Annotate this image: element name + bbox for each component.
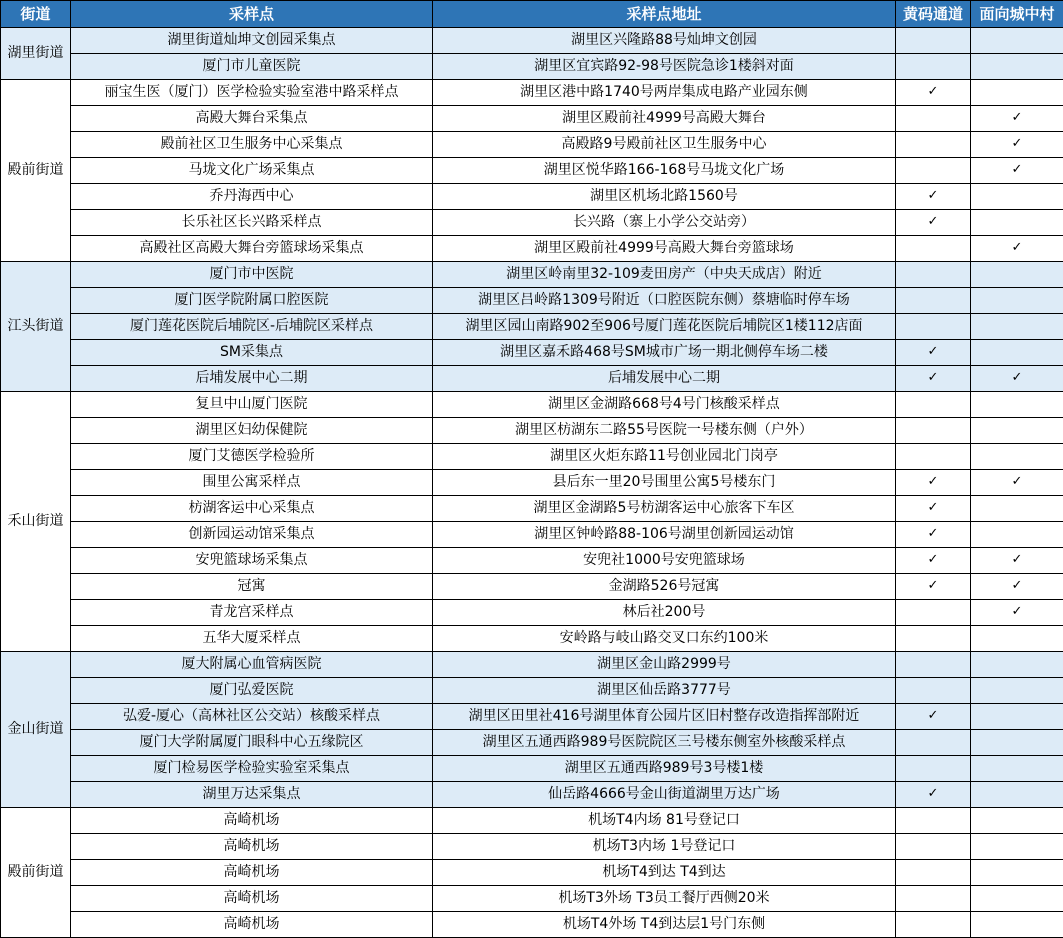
yellow-channel-cell bbox=[896, 288, 971, 314]
yellow-channel-cell bbox=[896, 106, 971, 132]
urban-village-cell bbox=[971, 574, 1063, 600]
yellow-channel-cell bbox=[896, 236, 971, 262]
address-cell: 湖里区田里社416号湖里体育公园片区旧村整存改造指挥部附近 bbox=[433, 704, 896, 730]
yellow-channel-cell bbox=[896, 912, 971, 938]
urban-village-cell bbox=[971, 262, 1063, 288]
yellow-channel-cell bbox=[896, 392, 971, 418]
urban-village-cell bbox=[971, 522, 1063, 548]
checkmark-icon: ✓ bbox=[928, 708, 939, 723]
yellow-channel-cell bbox=[896, 834, 971, 860]
table-row bbox=[1, 678, 1063, 704]
site-cell: 创新园运动馆采集点 bbox=[71, 522, 433, 548]
site-cell: 后埔发展中心二期 bbox=[71, 366, 433, 392]
site-cell: 湖里区妇幼保健院 bbox=[71, 418, 433, 444]
checkmark-icon: ✓ bbox=[1012, 162, 1023, 177]
address-cell: 湖里区金山路2999号 bbox=[433, 652, 896, 678]
table-row bbox=[1, 288, 1063, 314]
yellow-channel-cell bbox=[896, 522, 971, 548]
table-row bbox=[1, 184, 1063, 210]
site-cell: 长乐社区长兴路采样点 bbox=[71, 210, 433, 236]
address-cell: 金湖路526号冠寓 bbox=[433, 574, 896, 600]
table-row bbox=[1, 106, 1063, 132]
urban-village-cell bbox=[971, 236, 1063, 262]
urban-village-cell bbox=[971, 548, 1063, 574]
table-row bbox=[1, 912, 1063, 938]
yellow-channel-cell bbox=[896, 262, 971, 288]
site-cell: 厦大附属心血管病医院 bbox=[71, 652, 433, 678]
yellow-channel-cell bbox=[896, 366, 971, 392]
site-cell: 厦门艾德医学检验所 bbox=[71, 444, 433, 470]
checkmark-icon: ✓ bbox=[928, 578, 939, 593]
table-row bbox=[1, 236, 1063, 262]
yellow-channel-cell bbox=[896, 418, 971, 444]
yellow-channel-cell bbox=[896, 210, 971, 236]
address-cell: 安岭路与岐山路交叉口东约100米 bbox=[433, 626, 896, 652]
yellow-channel-cell bbox=[896, 548, 971, 574]
site-cell: 湖里万达采集点 bbox=[71, 782, 433, 808]
yellow-channel-cell bbox=[896, 808, 971, 834]
yellow-channel-cell bbox=[896, 626, 971, 652]
site-cell: 安兜篮球场采集点 bbox=[71, 548, 433, 574]
site-cell: 复旦中山厦门医院 bbox=[71, 392, 433, 418]
address-cell: 湖里区仙岳路3777号 bbox=[433, 678, 896, 704]
urban-village-cell bbox=[971, 470, 1063, 496]
address-cell: 高殿路9号殿前社区卫生服务中心 bbox=[433, 132, 896, 158]
site-cell: 厦门弘爱医院 bbox=[71, 678, 433, 704]
header-yellow-channel: 黄码通道 bbox=[896, 1, 971, 28]
site-cell: 厦门医学院附属口腔医院 bbox=[71, 288, 433, 314]
yellow-channel-cell bbox=[896, 574, 971, 600]
site-cell: 丽宝生医（厦门）医学检验实验室港中路采样点 bbox=[71, 80, 433, 106]
address-cell: 后埔发展中心二期 bbox=[433, 366, 896, 392]
urban-village-cell bbox=[971, 756, 1063, 782]
table-row bbox=[1, 626, 1063, 652]
yellow-channel-cell bbox=[896, 704, 971, 730]
header-street: 街道 bbox=[1, 1, 71, 28]
table-body bbox=[1, 28, 1063, 938]
address-cell: 湖里区岭南里32-109麦田房产（中央天成店）附近 bbox=[433, 262, 896, 288]
checkmark-icon: ✓ bbox=[928, 214, 939, 229]
urban-village-cell bbox=[971, 28, 1063, 54]
urban-village-cell bbox=[971, 314, 1063, 340]
table-row bbox=[1, 834, 1063, 860]
yellow-channel-cell bbox=[896, 782, 971, 808]
street-cell: 江头街道 bbox=[1, 262, 71, 392]
urban-village-cell bbox=[971, 54, 1063, 80]
site-cell: 乔丹海西中心 bbox=[71, 184, 433, 210]
yellow-channel-cell bbox=[896, 730, 971, 756]
table-row bbox=[1, 704, 1063, 730]
address-cell: 湖里区吕岭路1309号附近（口腔医院东侧）蔡塘临时停车场 bbox=[433, 288, 896, 314]
address-cell: 机场T4外场 T4到达层1号门东侧 bbox=[433, 912, 896, 938]
address-cell: 机场T4到达 T4到达 bbox=[433, 860, 896, 886]
table-row bbox=[1, 652, 1063, 678]
address-cell: 湖里区机场北路1560号 bbox=[433, 184, 896, 210]
table-row bbox=[1, 600, 1063, 626]
yellow-channel-cell bbox=[896, 80, 971, 106]
yellow-channel-cell bbox=[896, 600, 971, 626]
site-cell: 殿前社区卫生服务中心采集点 bbox=[71, 132, 433, 158]
address-cell: 湖里区五通西路989号3号楼1楼 bbox=[433, 756, 896, 782]
table-row bbox=[1, 314, 1063, 340]
yellow-channel-cell bbox=[896, 496, 971, 522]
address-cell: 湖里区金湖路668号4号门核酸采样点 bbox=[433, 392, 896, 418]
table-row bbox=[1, 262, 1063, 288]
table-row bbox=[1, 444, 1063, 470]
urban-village-cell bbox=[971, 444, 1063, 470]
site-cell: 湖里街道灿坤文创园采集点 bbox=[71, 28, 433, 54]
urban-village-cell bbox=[971, 626, 1063, 652]
site-cell: 厦门检易医学检验实验室采集点 bbox=[71, 756, 433, 782]
address-cell: 机场T4内场 81号登记口 bbox=[433, 808, 896, 834]
address-cell: 县后东一里20号围里公寓5号楼东门 bbox=[433, 470, 896, 496]
urban-village-cell bbox=[971, 496, 1063, 522]
yellow-channel-cell bbox=[896, 652, 971, 678]
yellow-channel-cell bbox=[896, 886, 971, 912]
address-cell: 湖里区火炬东路11号创业园北门岗亭 bbox=[433, 444, 896, 470]
site-cell: 高崎机场 bbox=[71, 860, 433, 886]
urban-village-cell bbox=[971, 210, 1063, 236]
yellow-channel-cell bbox=[896, 132, 971, 158]
address-cell: 机场T3外场 T3员工餐厅西侧20米 bbox=[433, 886, 896, 912]
address-cell: 湖里区园山南路902至906号厦门莲花医院后埔院区1楼112店面 bbox=[433, 314, 896, 340]
table-row bbox=[1, 132, 1063, 158]
checkmark-icon: ✓ bbox=[928, 500, 939, 515]
table-row bbox=[1, 340, 1063, 366]
urban-village-cell bbox=[971, 704, 1063, 730]
checkmark-icon: ✓ bbox=[1012, 604, 1023, 619]
urban-village-cell bbox=[971, 600, 1063, 626]
site-cell: SM采集点 bbox=[71, 340, 433, 366]
urban-village-cell bbox=[971, 340, 1063, 366]
checkmark-icon: ✓ bbox=[1012, 578, 1023, 593]
urban-village-cell bbox=[971, 860, 1063, 886]
address-cell: 湖里区钟岭路88-106号湖里创新园运动馆 bbox=[433, 522, 896, 548]
site-cell: 高殿社区高殿大舞台旁篮球场采集点 bbox=[71, 236, 433, 262]
table-row bbox=[1, 782, 1063, 808]
table-row bbox=[1, 548, 1063, 574]
yellow-channel-cell bbox=[896, 158, 971, 184]
checkmark-icon: ✓ bbox=[1012, 474, 1023, 489]
urban-village-cell bbox=[971, 158, 1063, 184]
address-cell: 安兜社1000号安兜篮球场 bbox=[433, 548, 896, 574]
yellow-channel-cell bbox=[896, 756, 971, 782]
yellow-channel-cell bbox=[896, 444, 971, 470]
site-cell: 高崎机场 bbox=[71, 886, 433, 912]
site-cell: 厦门大学附属厦门眼科中心五缘院区 bbox=[71, 730, 433, 756]
table-row bbox=[1, 496, 1063, 522]
site-cell: 高崎机场 bbox=[71, 834, 433, 860]
yellow-channel-cell bbox=[896, 470, 971, 496]
street-cell: 湖里街道 bbox=[1, 28, 71, 80]
table-row bbox=[1, 470, 1063, 496]
checkmark-icon: ✓ bbox=[928, 526, 939, 541]
urban-village-cell bbox=[971, 288, 1063, 314]
street-cell: 金山街道 bbox=[1, 652, 71, 808]
yellow-channel-cell bbox=[896, 28, 971, 54]
urban-village-cell bbox=[971, 80, 1063, 106]
urban-village-cell bbox=[971, 834, 1063, 860]
address-cell: 仙岳路4666号金山街道湖里万达广场 bbox=[433, 782, 896, 808]
checkmark-icon: ✓ bbox=[928, 370, 939, 385]
urban-village-cell bbox=[971, 782, 1063, 808]
site-cell: 厦门莲花医院后埔院区-后埔院区采样点 bbox=[71, 314, 433, 340]
address-cell: 机场T3内场 1号登记口 bbox=[433, 834, 896, 860]
yellow-channel-cell bbox=[896, 340, 971, 366]
checkmark-icon: ✓ bbox=[928, 344, 939, 359]
urban-village-cell bbox=[971, 808, 1063, 834]
site-cell: 马垅文化广场采集点 bbox=[71, 158, 433, 184]
street-cell: 殿前街道 bbox=[1, 80, 71, 262]
site-cell: 五华大厦采样点 bbox=[71, 626, 433, 652]
urban-village-cell bbox=[971, 184, 1063, 210]
urban-village-cell bbox=[971, 132, 1063, 158]
urban-village-cell bbox=[971, 730, 1063, 756]
address-cell: 湖里区嘉禾路468号SM城市广场一期北侧停车场二楼 bbox=[433, 340, 896, 366]
table-row bbox=[1, 418, 1063, 444]
checkmark-icon: ✓ bbox=[1012, 370, 1023, 385]
table-row bbox=[1, 80, 1063, 106]
street-cell: 禾山街道 bbox=[1, 392, 71, 652]
site-cell: 冠寓 bbox=[71, 574, 433, 600]
urban-village-cell bbox=[971, 652, 1063, 678]
yellow-channel-cell bbox=[896, 314, 971, 340]
site-cell: 厦门市中医院 bbox=[71, 262, 433, 288]
table-row bbox=[1, 392, 1063, 418]
checkmark-icon: ✓ bbox=[1012, 110, 1023, 125]
site-cell: 弘爱-厦心（高林社区公交站）核酸采样点 bbox=[71, 704, 433, 730]
address-cell: 湖里区宜宾路92-98号医院急诊1楼斜对面 bbox=[433, 54, 896, 80]
site-cell: 枋湖客运中心采集点 bbox=[71, 496, 433, 522]
site-cell: 高殿大舞台采集点 bbox=[71, 106, 433, 132]
address-cell: 湖里区港中路1740号两岸集成电路产业园东侧 bbox=[433, 80, 896, 106]
site-cell: 青龙宫采样点 bbox=[71, 600, 433, 626]
table-row bbox=[1, 756, 1063, 782]
site-cell: 高崎机场 bbox=[71, 912, 433, 938]
checkmark-icon: ✓ bbox=[928, 786, 939, 801]
checkmark-icon: ✓ bbox=[928, 188, 939, 203]
table-row bbox=[1, 366, 1063, 392]
urban-village-cell bbox=[971, 912, 1063, 938]
header-address: 采样点地址 bbox=[433, 1, 896, 28]
urban-village-cell bbox=[971, 418, 1063, 444]
address-cell: 湖里区金湖路5号枋湖客运中心旅客下车区 bbox=[433, 496, 896, 522]
urban-village-cell bbox=[971, 366, 1063, 392]
yellow-channel-cell bbox=[896, 54, 971, 80]
address-cell: 湖里区兴隆路88号灿坤文创园 bbox=[433, 28, 896, 54]
address-cell: 湖里区枋湖东二路55号医院一号楼东侧（户外） bbox=[433, 418, 896, 444]
checkmark-icon: ✓ bbox=[928, 474, 939, 489]
urban-village-cell bbox=[971, 886, 1063, 912]
table-row bbox=[1, 808, 1063, 834]
address-cell: 湖里区五通西路989号医院院区三号楼东侧室外核酸采样点 bbox=[433, 730, 896, 756]
header-row bbox=[1, 1, 1063, 28]
urban-village-cell bbox=[971, 106, 1063, 132]
checkmark-icon: ✓ bbox=[1012, 240, 1023, 255]
site-cell: 厦门市儿童医院 bbox=[71, 54, 433, 80]
checkmark-icon: ✓ bbox=[1012, 552, 1023, 567]
header-urban-village: 面向城中村 bbox=[971, 1, 1063, 28]
table-row bbox=[1, 28, 1063, 54]
yellow-channel-cell bbox=[896, 184, 971, 210]
address-cell: 湖里区殿前社4999号高殿大舞台 bbox=[433, 106, 896, 132]
table-row bbox=[1, 210, 1063, 236]
street-cell: 殿前街道 bbox=[1, 808, 71, 938]
table-row bbox=[1, 886, 1063, 912]
table-row bbox=[1, 158, 1063, 184]
checkmark-icon: ✓ bbox=[928, 552, 939, 567]
table-row bbox=[1, 730, 1063, 756]
header-site: 采样点 bbox=[71, 1, 433, 28]
yellow-channel-cell bbox=[896, 678, 971, 704]
urban-village-cell bbox=[971, 392, 1063, 418]
address-cell: 林后社200号 bbox=[433, 600, 896, 626]
yellow-channel-cell bbox=[896, 860, 971, 886]
urban-village-cell bbox=[971, 678, 1063, 704]
address-cell: 湖里区悦华路166-168号马垅文化广场 bbox=[433, 158, 896, 184]
table-row bbox=[1, 574, 1063, 600]
checkmark-icon: ✓ bbox=[928, 84, 939, 99]
checkmark-icon: ✓ bbox=[1012, 136, 1023, 151]
table-row bbox=[1, 522, 1063, 548]
address-cell: 长兴路（寨上小学公交站旁） bbox=[433, 210, 896, 236]
site-cell: 围里公寓采样点 bbox=[71, 470, 433, 496]
site-cell: 高崎机场 bbox=[71, 808, 433, 834]
table-row bbox=[1, 54, 1063, 80]
table-row bbox=[1, 860, 1063, 886]
address-cell: 湖里区殿前社4999号高殿大舞台旁篮球场 bbox=[433, 236, 896, 262]
